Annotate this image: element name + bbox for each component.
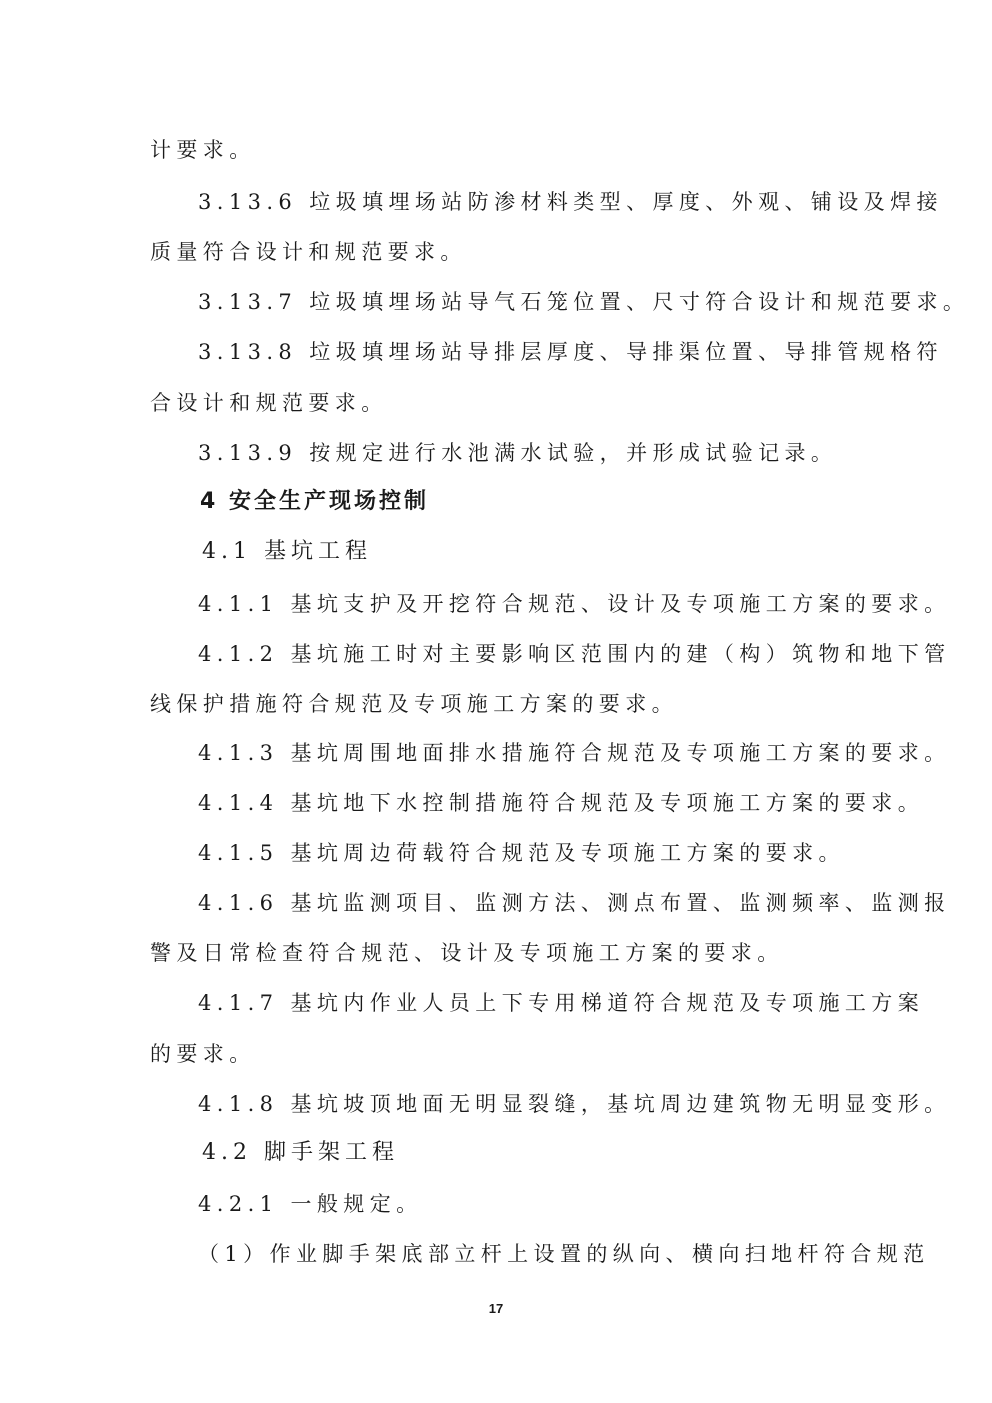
- paragraph-line: 3.13.7 垃圾填埋场站导气石笼位置、尺寸符合设计和规范要求。: [198, 290, 970, 314]
- paragraph-line: 3.13.8 垃圾填埋场站导排层厚度、导排渠位置、导排管规格符: [198, 340, 943, 364]
- section-heading: 4 安全生产现场控制: [200, 489, 429, 514]
- paragraph-line: 3.13.9 按规定进行水池满水试验，并形成试验记录。: [198, 441, 838, 465]
- page-number: 17: [488, 1301, 504, 1316]
- paragraph-line: 4.1.8 基坑坡顶地面无明显裂缝，基坑周边建筑物无明显变形。: [198, 1092, 951, 1116]
- paragraph-line: 的要求。: [150, 1042, 256, 1066]
- paragraph-line: 4.1.3 基坑周围地面排水措施符合规范及专项施工方案的要求。: [198, 741, 951, 765]
- paragraph-line: （1）作业脚手架底部立杆上设置的纵向、横向扫地杆符合规范: [198, 1242, 930, 1266]
- paragraph-line: 4.1.1 基坑支护及开挖符合规范、设计及专项施工方案的要求。: [198, 592, 951, 616]
- paragraph-line: 警及日常检查符合规范、设计及专项施工方案的要求。: [150, 941, 784, 965]
- paragraph-line: 4.1.7 基坑内作业人员上下专用梯道符合规范及专项施工方案: [198, 991, 925, 1015]
- paragraph-line: 合设计和规范要求。: [150, 391, 388, 415]
- paragraph-line: 4.1.2 基坑施工时对主要影响区范围内的建（构）筑物和地下管: [198, 642, 951, 666]
- subsection-heading: 4.1 基坑工程: [202, 539, 372, 564]
- paragraph-line: 质量符合设计和规范要求。: [150, 240, 467, 264]
- paragraph-line: 4.1.4 基坑地下水控制措施符合规范及专项施工方案的要求。: [198, 791, 925, 815]
- paragraph-line: 4.2.1 一般规定。: [198, 1192, 423, 1216]
- subsection-heading: 4.2 脚手架工程: [202, 1140, 399, 1165]
- paragraph-line: 3.13.6 垃圾填埋场站防渗材料类型、厚度、外观、铺设及焊接: [198, 190, 943, 214]
- paragraph-line: 4.1.5 基坑周边荷载符合规范及专项施工方案的要求。: [198, 841, 845, 865]
- paragraph-line: 线保护措施符合规范及专项施工方案的要求。: [150, 692, 678, 716]
- paragraph-line: 计要求。: [150, 138, 256, 162]
- paragraph-line: 4.1.6 基坑监测项目、监测方法、测点布置、监测频率、监测报: [198, 891, 951, 915]
